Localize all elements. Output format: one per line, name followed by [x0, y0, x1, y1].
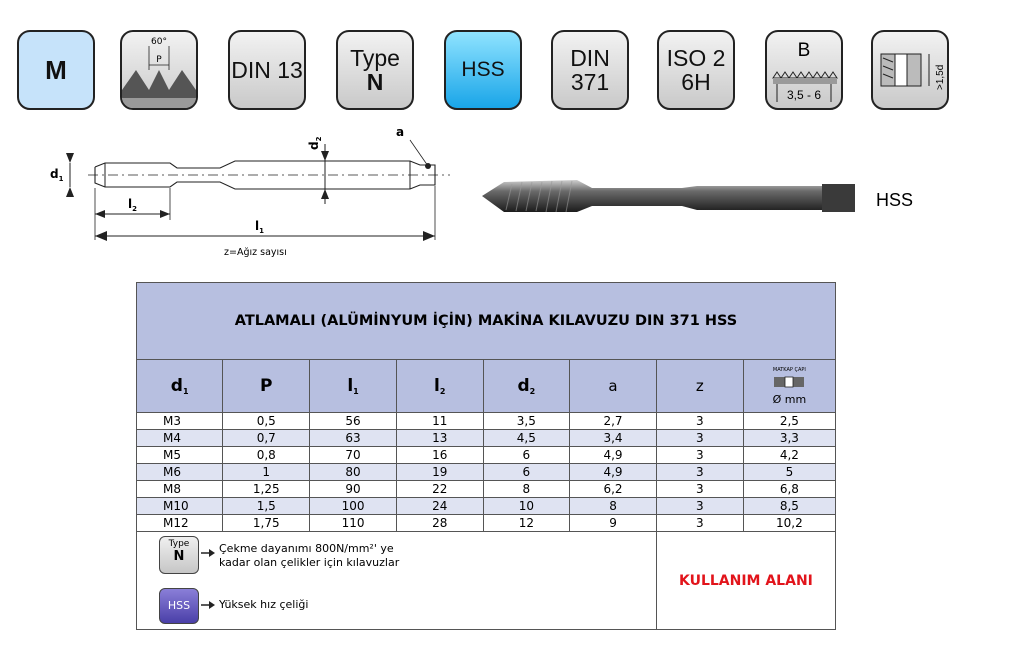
- table-title: ATLAMALI (ALÜMİNYUM İÇİN) MAKİNA KILAVUZU DIN 371 HSS: [137, 283, 836, 360]
- table-cell: 2,5: [743, 413, 835, 430]
- table-cell: 12: [483, 515, 570, 532]
- din13-tile: [228, 30, 306, 110]
- table-cell: 2,7: [570, 413, 657, 430]
- table-cell: 3: [656, 413, 743, 430]
- table-cell: 8: [483, 481, 570, 498]
- table-row: [137, 430, 836, 447]
- product-caption: HSS: [876, 190, 914, 210]
- table-cell: 6,2: [570, 481, 657, 498]
- col-a: a: [570, 360, 657, 413]
- dim-d2: $d_2$: [307, 136, 323, 150]
- chamfer-icon: [767, 32, 841, 108]
- table-cell: 100: [310, 498, 397, 515]
- legend-type-letter: N: [173, 549, 185, 564]
- table-cell: M6: [137, 464, 223, 481]
- thread-angle-text: 60°: [151, 37, 167, 47]
- dim-l1: $l_1$: [255, 219, 264, 235]
- depth-text: >1,5d: [935, 64, 946, 90]
- legend-hss-badge: HSS: [159, 588, 199, 624]
- col-p: P: [223, 360, 310, 413]
- table-cell: 8: [570, 498, 657, 515]
- metric-label: M: [45, 54, 67, 85]
- type-n-tile: [336, 30, 414, 110]
- iso-tolerance-tile: [657, 30, 735, 110]
- table-cell: 4,5: [483, 430, 570, 447]
- dim-l2: $l_2$: [128, 197, 137, 213]
- table-cell: 11: [396, 413, 483, 430]
- table-cell: 70: [310, 447, 397, 464]
- table-cell: M5: [137, 447, 223, 464]
- col-d1: $d_1$: [137, 360, 223, 413]
- table-cell: M3: [137, 413, 223, 430]
- table-cell: 1: [223, 464, 310, 481]
- table-cell: 3: [656, 498, 743, 515]
- table-cell: 110: [310, 515, 397, 532]
- table-cell: 3: [656, 515, 743, 532]
- table-cell: 5: [743, 464, 835, 481]
- table-cell: 8,5: [743, 498, 835, 515]
- table-row: [137, 413, 836, 430]
- legend-type-desc-line2: kadar olan çelikler için kılavuzlar: [219, 556, 400, 569]
- table-cell: 10: [483, 498, 570, 515]
- table-row: [137, 515, 836, 532]
- table-cell: 1,25: [223, 481, 310, 498]
- table-cell: 24: [396, 498, 483, 515]
- din371-line1: DIN: [570, 45, 610, 71]
- table-header-row: [137, 360, 836, 413]
- iso-line2: 6H: [681, 69, 711, 95]
- table-cell: 6: [483, 464, 570, 481]
- dim-d1: $d_1$: [50, 167, 64, 183]
- hss-label: HSS: [461, 58, 505, 81]
- din371-tile: [551, 30, 629, 110]
- col-d2: $d_2$: [483, 360, 570, 413]
- usage-area-label: KULLANIM ALANI: [656, 532, 835, 630]
- drill-hole-icon: [774, 376, 804, 388]
- thread-pitch-text: P: [156, 55, 162, 65]
- table-cell: M10: [137, 498, 223, 515]
- table-cell: 3: [656, 430, 743, 447]
- table-cell: 4,9: [570, 447, 657, 464]
- table-cell: 3,5: [483, 413, 570, 430]
- table-cell: 1,5: [223, 498, 310, 515]
- table-cell: 3: [656, 464, 743, 481]
- table-cell: 0,5: [223, 413, 310, 430]
- table-cell: 9: [570, 515, 657, 532]
- type-letter: N: [366, 69, 384, 95]
- dim-a: a: [396, 125, 405, 139]
- table-cell: 63: [310, 430, 397, 447]
- table-cell: 80: [310, 464, 397, 481]
- table-cell: 3,4: [570, 430, 657, 447]
- table-cell: 3: [656, 481, 743, 498]
- col-l2: $l_2$: [396, 360, 483, 413]
- table-row: [137, 447, 836, 464]
- col-z: z: [656, 360, 743, 413]
- tap-technical-drawing: [40, 120, 460, 250]
- drill-header-unit: Ø mm: [772, 392, 807, 406]
- table-cell: 4,9: [570, 464, 657, 481]
- table-cell: 22: [396, 481, 483, 498]
- col-l1: $l_1$: [310, 360, 397, 413]
- type-word: Type: [350, 45, 400, 71]
- legend-area: [137, 532, 657, 630]
- legend-type-word: Type: [168, 539, 190, 549]
- table-row: [137, 498, 836, 515]
- z-note: z=Ağız sayısı: [224, 247, 287, 258]
- table-cell: 3,3: [743, 430, 835, 447]
- metric-thread-tile: [17, 30, 95, 110]
- drill-header-small: MATKAP ÇAPI: [772, 366, 806, 373]
- din13-label: DIN 13: [231, 57, 303, 83]
- table-cell: 13: [396, 430, 483, 447]
- iso-line1: ISO 2: [666, 45, 726, 71]
- table-cell: 6,8: [743, 481, 835, 498]
- arrow-right-icon: [201, 600, 215, 610]
- col-drill: [743, 360, 835, 413]
- chamfer-range: 3,5 - 6: [786, 88, 822, 102]
- thread-profile-icon: [122, 32, 196, 108]
- legend-type-badge: [159, 536, 199, 574]
- table-cell: 90: [310, 481, 397, 498]
- tap-product-image: [482, 170, 862, 225]
- hole-depth-tile: [871, 30, 949, 110]
- chamfer-letter: B: [797, 40, 811, 61]
- din371-line2: 371: [570, 69, 610, 95]
- chamfer-tile: [765, 30, 843, 110]
- spec-table: [136, 282, 836, 630]
- table-cell: M8: [137, 481, 223, 498]
- arrow-right-icon: [201, 548, 215, 558]
- table-cell: 0,7: [223, 430, 310, 447]
- hss-tile: [444, 30, 522, 110]
- table-row: [137, 464, 836, 481]
- legend-hss-desc: Yüksek hız çeliği: [219, 598, 309, 611]
- table-cell: 4,2: [743, 447, 835, 464]
- table-cell: M12: [137, 515, 223, 532]
- table-cell: 0,8: [223, 447, 310, 464]
- table-cell: 6: [483, 447, 570, 464]
- blind-hole-icon: [873, 32, 947, 108]
- table-cell: 28: [396, 515, 483, 532]
- table-cell: 1,75: [223, 515, 310, 532]
- table-cell: 3: [656, 447, 743, 464]
- table-cell: 10,2: [743, 515, 835, 532]
- legend-type-desc-line1: Çekme dayanımı 800N/mm²' ye: [219, 542, 394, 555]
- table-cell: M4: [137, 430, 223, 447]
- table-row: [137, 481, 836, 498]
- legend-type-desc: [219, 542, 399, 570]
- thread-profile-tile: [120, 30, 198, 110]
- table-cell: 56: [310, 413, 397, 430]
- table-cell: 16: [396, 447, 483, 464]
- table-cell: 19: [396, 464, 483, 481]
